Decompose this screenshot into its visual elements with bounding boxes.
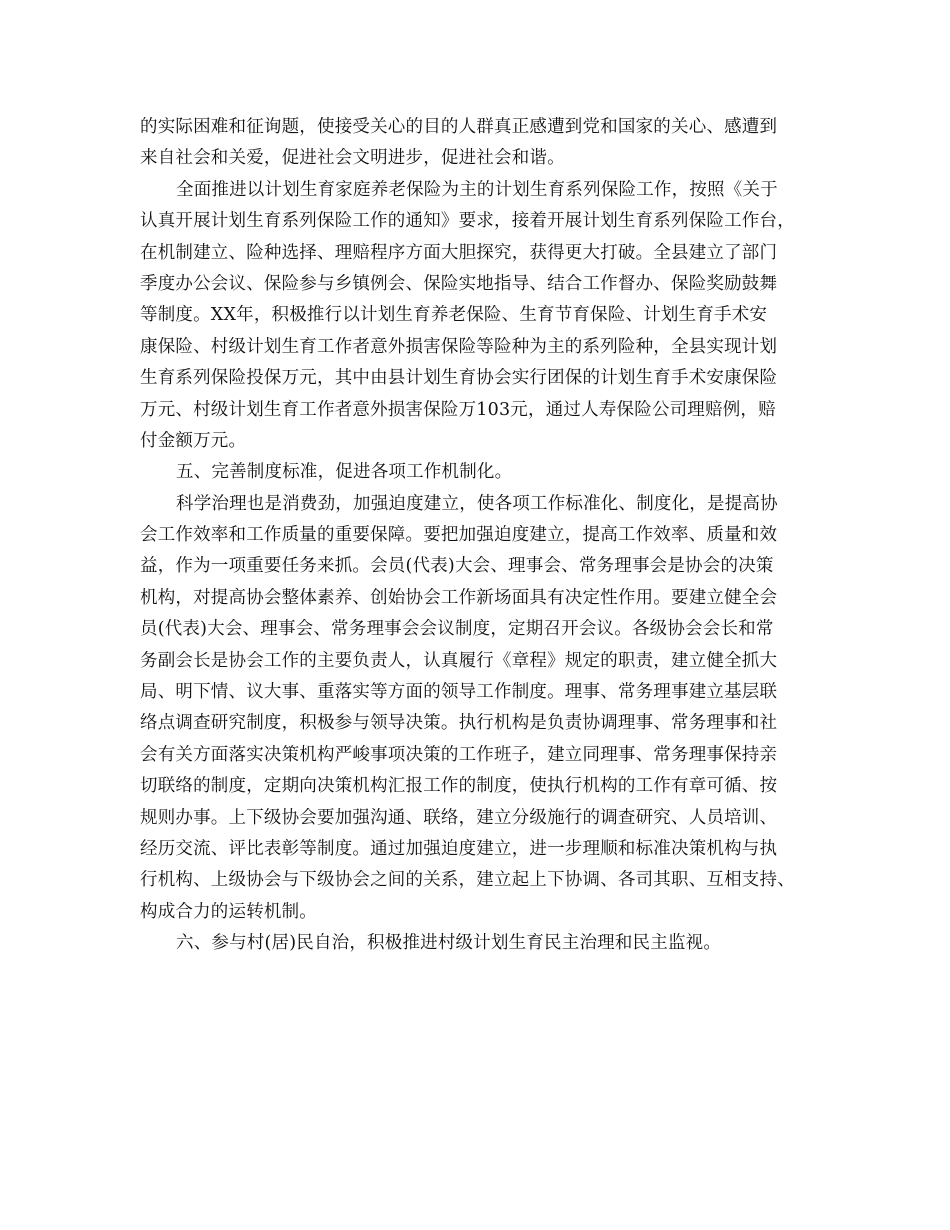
text-line: 益，作为一项重要任务来抓。会员(代表)大会、理事会、常务理事会是协会的决策 [140, 556, 774, 577]
section-heading: 五、完善制度标准，促进各项工作机制化。 [176, 462, 513, 483]
text-line: 季度办公会议、保险参与乡镇例会、保险实地指导、结合工作督办、保险奖励鼓舞 [140, 273, 778, 294]
text-line: 康保险、村级计划生育工作者意外损害保险等险种为主的系列险种，全县实现计划 [140, 336, 778, 357]
text-line: 行机构、上级协会与下级协会之间的关系，建立起上下协调、各司其职、互相支持、 [140, 870, 795, 891]
text-line: 万元、村级计划生育工作者意外损害保险万103元，通过人寿保险公司理赔例，赔 [140, 399, 776, 420]
text-line: 付金额万元。 [140, 430, 247, 451]
text-line: 规则办事。上下级协会要加强沟通、联络，建立分级施行的调查研究、人员培训、 [140, 807, 778, 828]
text-line: 机构，对提高协会整体素养、创始协会工作新场面具有决定性作用。要建立健全会 [140, 587, 778, 608]
text-line: 生育系列保险投保万元，其中由县计划生育协会实行团保的计划生育手术安康保险 [140, 368, 778, 389]
text-line: 在机制建立、险种选择、理赔程序方面大胆探究，获得更大打破。全县建立了部门 [140, 242, 778, 263]
paragraph-start-line: 科学治理也是消费劲，加强迫度建立，使各项工作标准化、制度化，是提高协 [176, 493, 778, 514]
text-line: 经历交流、评比表彰等制度。通过加强迫度建立，进一步理顺和标准决策机构与执 [140, 838, 778, 859]
text-line: 局、明下情、议大事、重落实等方面的领导工作制度。理事、常务理事建立基层联 [140, 682, 778, 703]
section-heading: 六、参与村(居)民自治，积极推进村级计划生育民主治理和民主监视。 [176, 933, 722, 954]
text-line: 切联络的制度，定期向决策机构汇报工作的制度，使执行机构的工作有章可循、按 [140, 776, 778, 797]
document-body [140, 112, 812, 960]
paragraph-start-line: 全面推进以计划生育家庭养老保险为主的计划生育系列保险工作，按照《关于 [176, 179, 778, 200]
text-line: 务副会长是协会工作的主要负责人，认真履行《章程》规定的职责，建立健全抓大 [140, 650, 778, 671]
text-line: 员(代表)大会、理事会、常务理事会会议制度，定期召开会议。各级协会会长和常 [140, 619, 774, 640]
text-line: 认真开展计划生育系列保险工作的通知》要求，接着开展计划生育系列保险工作台， [140, 211, 795, 232]
text-line: 等制度。XX年，积极推行以计划生育养老保险、生育节育保险、计划生育手术安 [140, 305, 768, 326]
text-line: 会有关方面落实决策机构严峻事项决策的工作班子，建立同理事、常务理事保持亲 [140, 744, 778, 765]
text-line: 来自社会和关爱，促进社会文明进步，促进社会和谐。 [140, 148, 565, 169]
text-line: 的实际困难和征询题，使接受关心的目的人群真正感遭到党和国家的关心、感遭到 [140, 117, 778, 137]
text-line: 会工作效率和工作质量的重要保障。要把加强迫度建立，提高工作效率、质量和效 [140, 525, 778, 546]
text-line: 构成合力的运转机制。 [140, 901, 317, 922]
text-line: 络点调查研究制度，积极参与领导决策。执行机构是负责协调理事、常务理事和社 [140, 713, 778, 734]
